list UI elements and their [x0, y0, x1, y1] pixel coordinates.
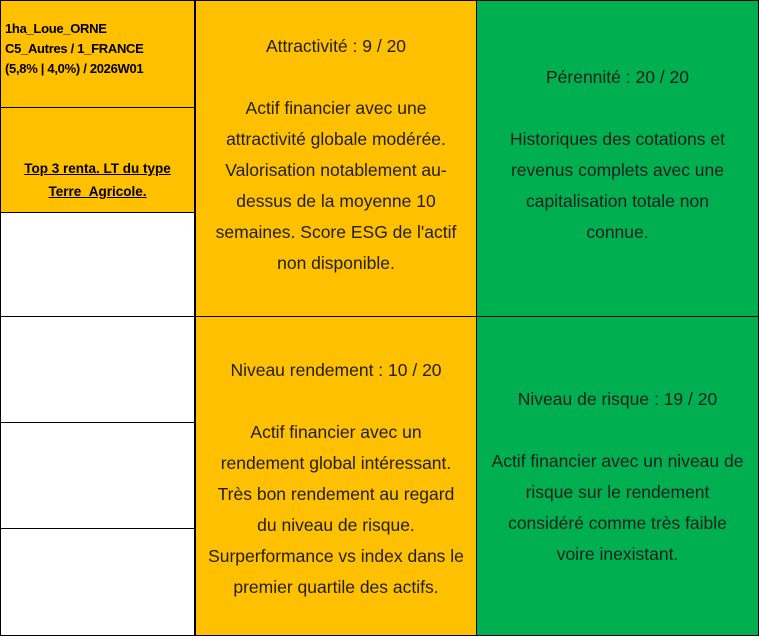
top3-link[interactable]: Top 3 renta. LT du type Terre_Agricole. [24, 161, 171, 199]
empty-cell-1 [0, 212, 195, 317]
rendement-title: Niveau rendement : 10 / 20 [230, 360, 442, 380]
attractivite-text: Actif financier avec une attractivité globale modérée. Valorisation notablement au- dessus de la moyenne 10 semaines. Score ESG de l'actif non disponible. [215, 97, 457, 273]
risque-title: Niveau de risque : 19 / 20 [517, 389, 718, 409]
rendement-panel [195, 316, 477, 636]
top3-link-cell[interactable] [0, 107, 195, 213]
risque-text: Actif financier avec un niveau de risque sur le rendement considéré comme très faible voire inexistant. [491, 451, 744, 564]
perennite-title: Pérennité : 20 / 20 [545, 66, 690, 87]
perennite-text: Historiques des cotations et revenus complets avec une capitalisation totale non connue. [510, 128, 725, 242]
attractivite-title: Attractivité : 9 / 20 [265, 35, 407, 56]
perennite-panel [476, 0, 759, 317]
asset-category: C5_Autres / 1_FRANCE [5, 41, 144, 56]
attractivite-panel [195, 0, 477, 317]
empty-cell-3 [0, 422, 195, 529]
asset-yield-period: (5,8% | 4,0%) / 2026W01 [5, 61, 144, 76]
asset-identity-cell [0, 0, 195, 108]
empty-cell-2 [0, 316, 195, 423]
rendement-text: Actif financier avec un rendement global intéressant. Très bon rendement au regard du niveau de risque. Surperformance vs index dans le premier quartile des actifs. [208, 422, 464, 597]
asset-name: 1ha_Loue_ORNE [5, 21, 107, 36]
risque-panel [476, 316, 759, 636]
empty-cell-4 [0, 528, 195, 636]
